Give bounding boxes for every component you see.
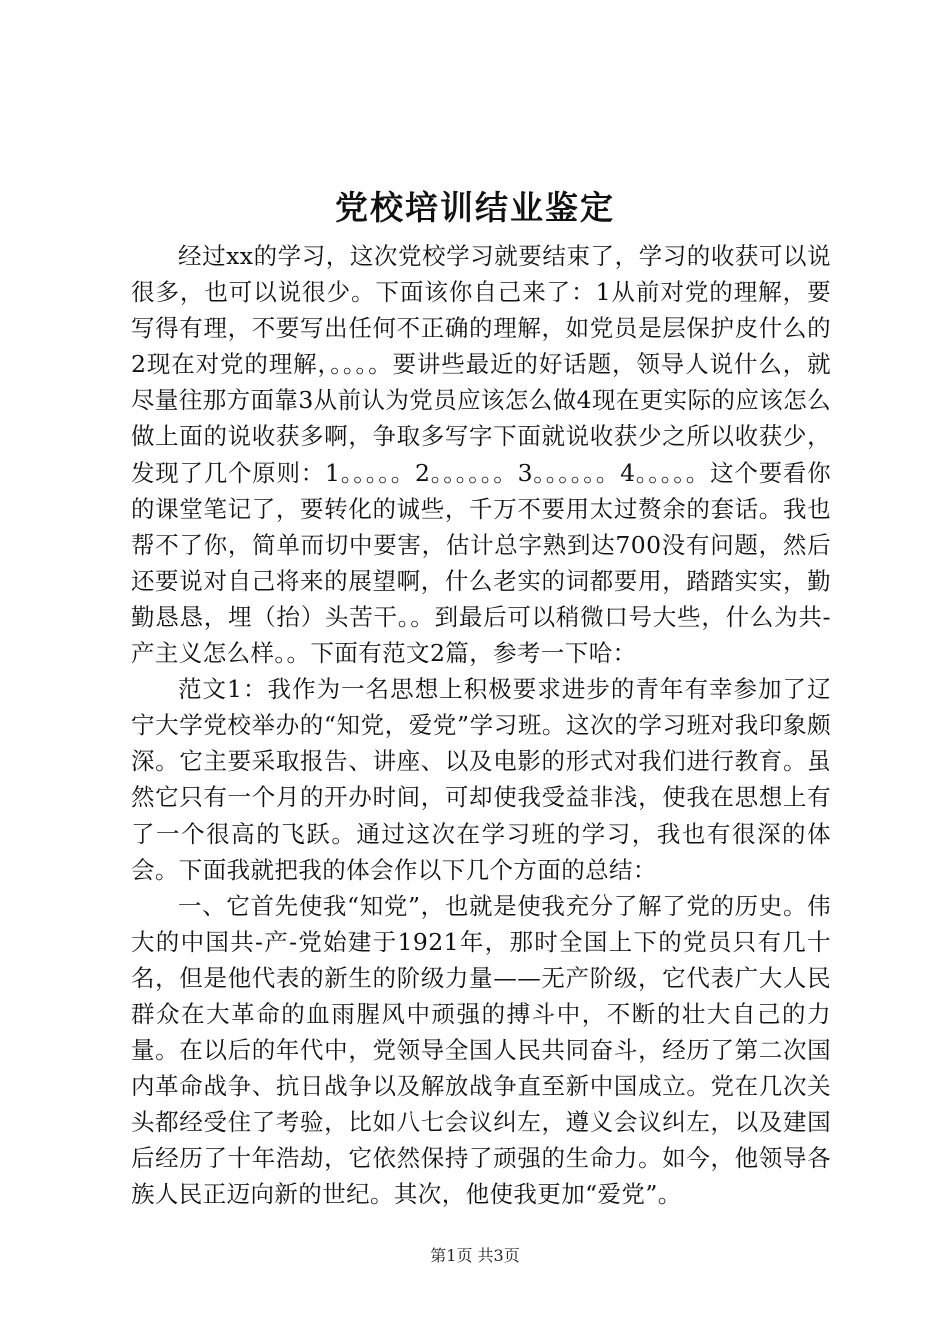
page-footer [0, 1246, 950, 1266]
document-body [131, 238, 831, 1213]
document-title: 党校培训结业鉴定 [335, 188, 615, 227]
paragraph-sample-1: 范文1：我作为一名思想上积极要求进步的青年有幸参加了辽宁大学党校举办的“知党，爱党”学习班。这次的学习班对我印象颇深。它主要采取报告、讲座、以及电影的形式对我们进行教育。虽然它只有一个月的开办时间，可却使我受益非浅，使我在思想上有了一个很高的飞跃。通过这次在学习班的学习，我也有很深的体会。下面我就把我的体会作以下几个方面的总结： [131, 675, 831, 884]
page-indicator: 第1页 共3页 [430, 1246, 520, 1265]
paragraph-intro: 经过xx的学习，这次党校学习就要结束了，学习的收获可以说很多，也可以说很少。下面该你自己来了：1从前对党的理解，要写得有理，不要写出任何不正确的理解，如党员是层保护皮什么的2现在对党的理解，。。。。要讲些最近的好话题，领导人说什么，就尽量往那方面靠3从前认为党员应该怎么做4现在更实际的应该怎么做上面的说收获多啊，争取多写字下面就说收获少之所以收获少，发现了几个原则：1。。。。。2。。。。。。3。。。。。。4。。。。。这个要看你的课堂笔记了，要转化的诚些，千万不要用太过赘余的套话。我也帮不了你，简单而切中要害，估计总字熟到达700没有问题，然后还要说对自己将来的展望啊，什么老实的词都要用，踏踏实实，勤勤恳恳，埋（抬）头苦干。。到最后可以稍微口号大些，什么为共-产主义怎么样。。下面有范文2篇，参考一下哈： [131, 242, 831, 668]
paragraph-know-party: 一、它首先使我“知党”，也就是使我充分了解了党的历史。伟大的中国共-产-党始建于1921年，那时全国上下的党员只有几十名，但是他代表的新生的阶级力量——无产阶级，它代表广大人民群众在大革命的血雨腥风中顽强的搏斗中，不断的壮大自己的力量。在以后的年代中，党领导全国人民共同奋斗，经历了第二次国内革命战争、抗日战争以及解放战争直至新中国成立。党在几次关头都经受住了考验，比如八七会议纠左，遵义会议纠左，以及建国后经历了十年浩劫，它依然保持了顽强的生命力。如今，他领导各族人民正迈向新的世纪。其次，他使我更加“爱党”。 [131, 891, 831, 1209]
